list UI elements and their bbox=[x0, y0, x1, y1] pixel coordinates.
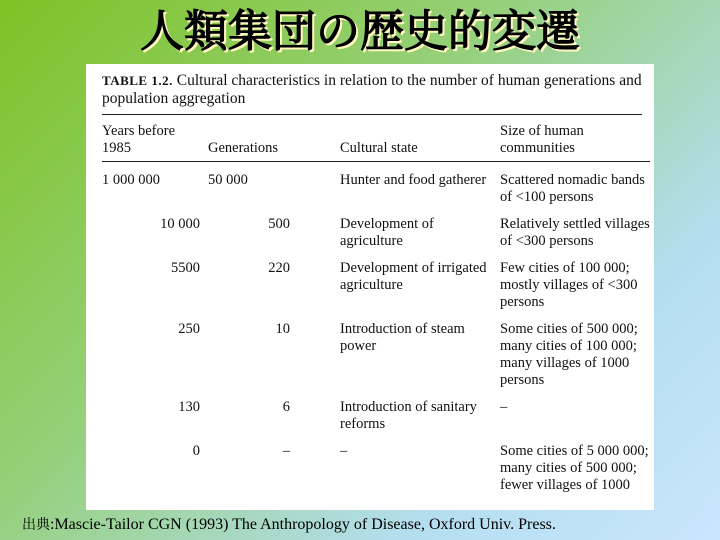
table-image bbox=[86, 64, 654, 510]
cell-generations: 500 bbox=[268, 216, 290, 232]
top-rule bbox=[102, 114, 642, 115]
cell-cultural-state: Introduction of sanitary reforms bbox=[340, 399, 477, 432]
table-row bbox=[102, 172, 650, 216]
table-row bbox=[102, 443, 650, 504]
cell-community-size: Relatively settled villages of <300 persons bbox=[500, 216, 650, 249]
source-label: 出典 bbox=[22, 517, 50, 533]
header-row bbox=[102, 123, 650, 162]
cell-years: 5500 bbox=[171, 260, 200, 276]
cell-community-size: Some cities of 5 000 000; many cities of 500 000; fewer villages of 1000 bbox=[500, 443, 649, 493]
table-row bbox=[102, 260, 650, 321]
cell-years: 1 000 000 bbox=[102, 172, 160, 188]
source-citation bbox=[22, 515, 712, 535]
cell-years: 130 bbox=[178, 399, 200, 415]
header-community-size: Size of human communities bbox=[500, 123, 584, 156]
cell-years: 10 000 bbox=[160, 216, 200, 232]
cell-community-size: Scattered nomadic bands of <100 persons bbox=[500, 172, 645, 205]
table-row bbox=[102, 216, 650, 260]
cell-generations: 6 bbox=[282, 399, 290, 415]
table-caption bbox=[102, 72, 642, 108]
table-number: TABLE 1.2. bbox=[102, 73, 173, 88]
cell-generations: 50 000 bbox=[208, 172, 248, 188]
cell-generations: 10 bbox=[275, 321, 290, 337]
header-years: Years before 1985 bbox=[102, 123, 176, 156]
cell-years: 0 bbox=[192, 443, 200, 459]
cell-cultural-state: Introduction of steam power bbox=[340, 321, 465, 354]
slide-title: 人類集団の歴史的変遷 bbox=[140, 6, 580, 57]
cell-cultural-state: Hunter and food gatherer bbox=[340, 172, 487, 188]
header-cultural-state: Cultural state bbox=[340, 140, 418, 156]
cell-cultural-state: Development of agriculture bbox=[340, 216, 434, 249]
cell-community-size: Few cities of 100 000; mostly villages of <300 persons bbox=[500, 260, 638, 310]
header-rule bbox=[102, 162, 650, 173]
cell-generations: 220 bbox=[268, 260, 290, 276]
cell-community-size: – bbox=[500, 399, 508, 415]
header-generations: Generations bbox=[208, 140, 279, 156]
table-caption-text: Cultural characteristics in relation to the number of human generations and population aggregation bbox=[102, 72, 642, 107]
cell-cultural-state: – bbox=[340, 443, 348, 459]
data-table bbox=[102, 123, 650, 504]
cell-cultural-state: Development of irrigated agriculture bbox=[340, 260, 487, 293]
cell-community-size: Some cities of 500 000; many cities of 100 000; many villages of 1000 persons bbox=[500, 321, 638, 388]
cell-generations: – bbox=[282, 443, 290, 459]
table-row bbox=[102, 399, 650, 443]
table-row bbox=[102, 321, 650, 399]
source-text: :Mascie-Tailor CGN (1993) The Anthropology of Disease, Oxford Univ. Press. bbox=[50, 516, 556, 533]
cell-years: 250 bbox=[178, 321, 200, 337]
